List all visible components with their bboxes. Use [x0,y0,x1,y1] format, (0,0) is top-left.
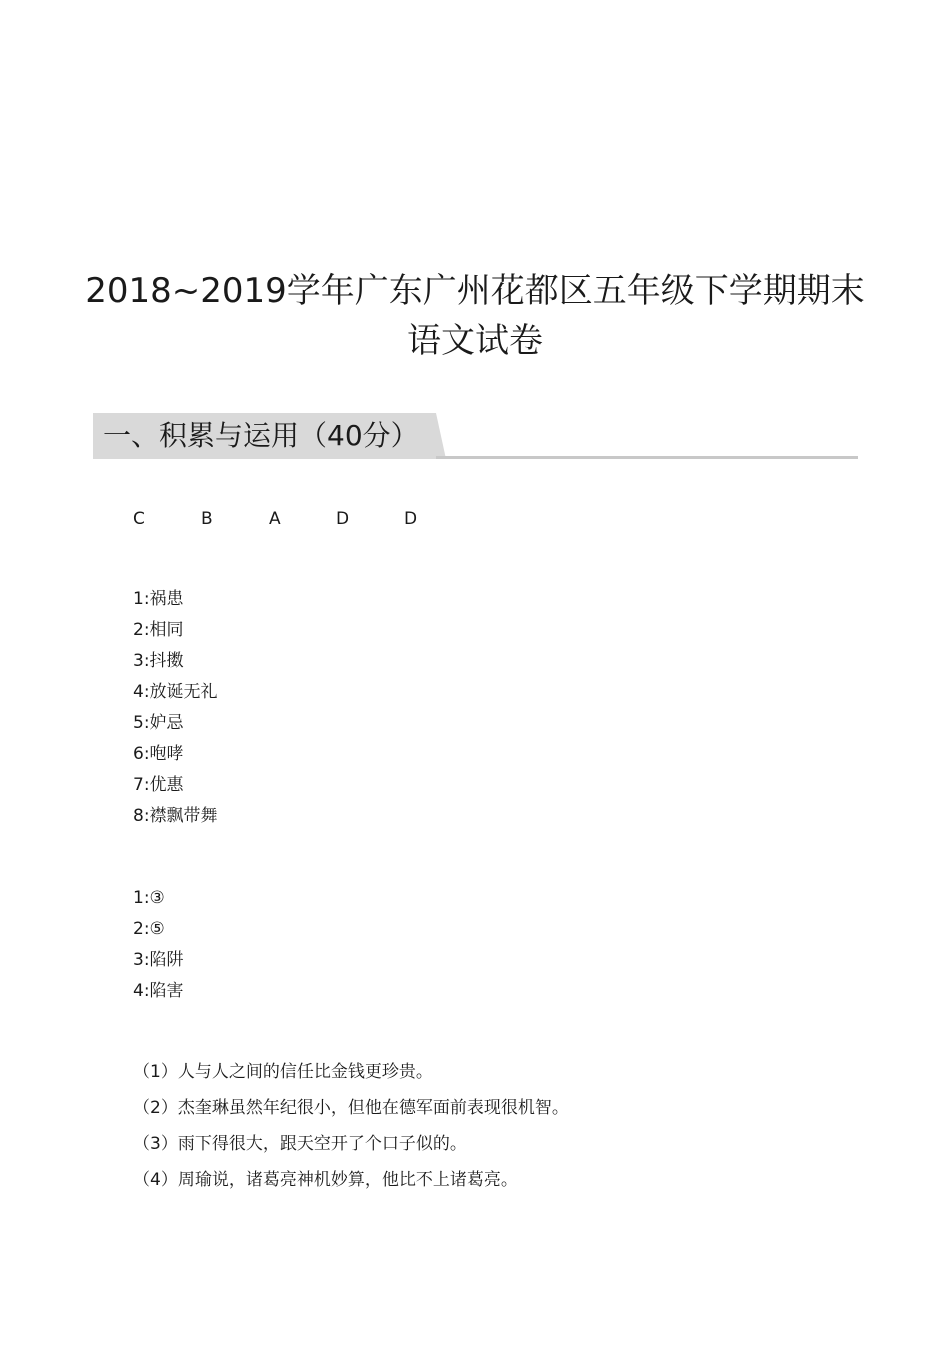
mc-answer-4: D [336,509,350,529]
choice-answer-list [133,883,184,1007]
list-item: 7:优惠 [133,775,184,795]
section-header-rule [436,456,858,459]
list-item: 1:③ [133,888,165,908]
list-item: （3）雨下得很大，跟天空开了个口子似的。 [133,1134,467,1154]
section-title: 一、积累与运用（40分） [103,419,419,452]
section-header [93,413,858,459]
list-item: （2）杰奎琳虽然年纪很小，但他在德军面前表现很机智。 [133,1098,569,1118]
list-item: 4:放诞无礼 [133,682,218,702]
list-item: 3:抖擞 [133,651,184,671]
document-title-line-1: 2018~2019学年广东广州花都区五年级下学期期末 [85,271,865,311]
mc-answer-3: A [269,509,281,529]
document-title [60,266,890,366]
list-item: 3:陷阱 [133,950,184,970]
list-item: 8:襟飘带舞 [133,806,218,826]
mc-answer-5: D [404,509,418,529]
document-title-line-2: 语文试卷 [407,321,543,361]
list-item: 6:咆哮 [133,744,184,764]
list-item: 2:相同 [133,620,184,640]
list-item: （1）人与人之间的信任比金钱更珍贵。 [133,1062,433,1082]
mc-answer-2: B [201,509,213,529]
list-item: 4:陷害 [133,981,184,1001]
list-item: 1:祸患 [133,589,184,609]
list-item: 5:妒忌 [133,713,184,733]
sentence-answer-list [133,1054,569,1198]
list-item: （4）周瑜说，诸葛亮神机妙算，他比不上诸葛亮。 [133,1170,518,1190]
word-answer-list [133,584,218,832]
list-item: 2:⑤ [133,919,165,939]
mc-answer-1: C [133,509,145,529]
